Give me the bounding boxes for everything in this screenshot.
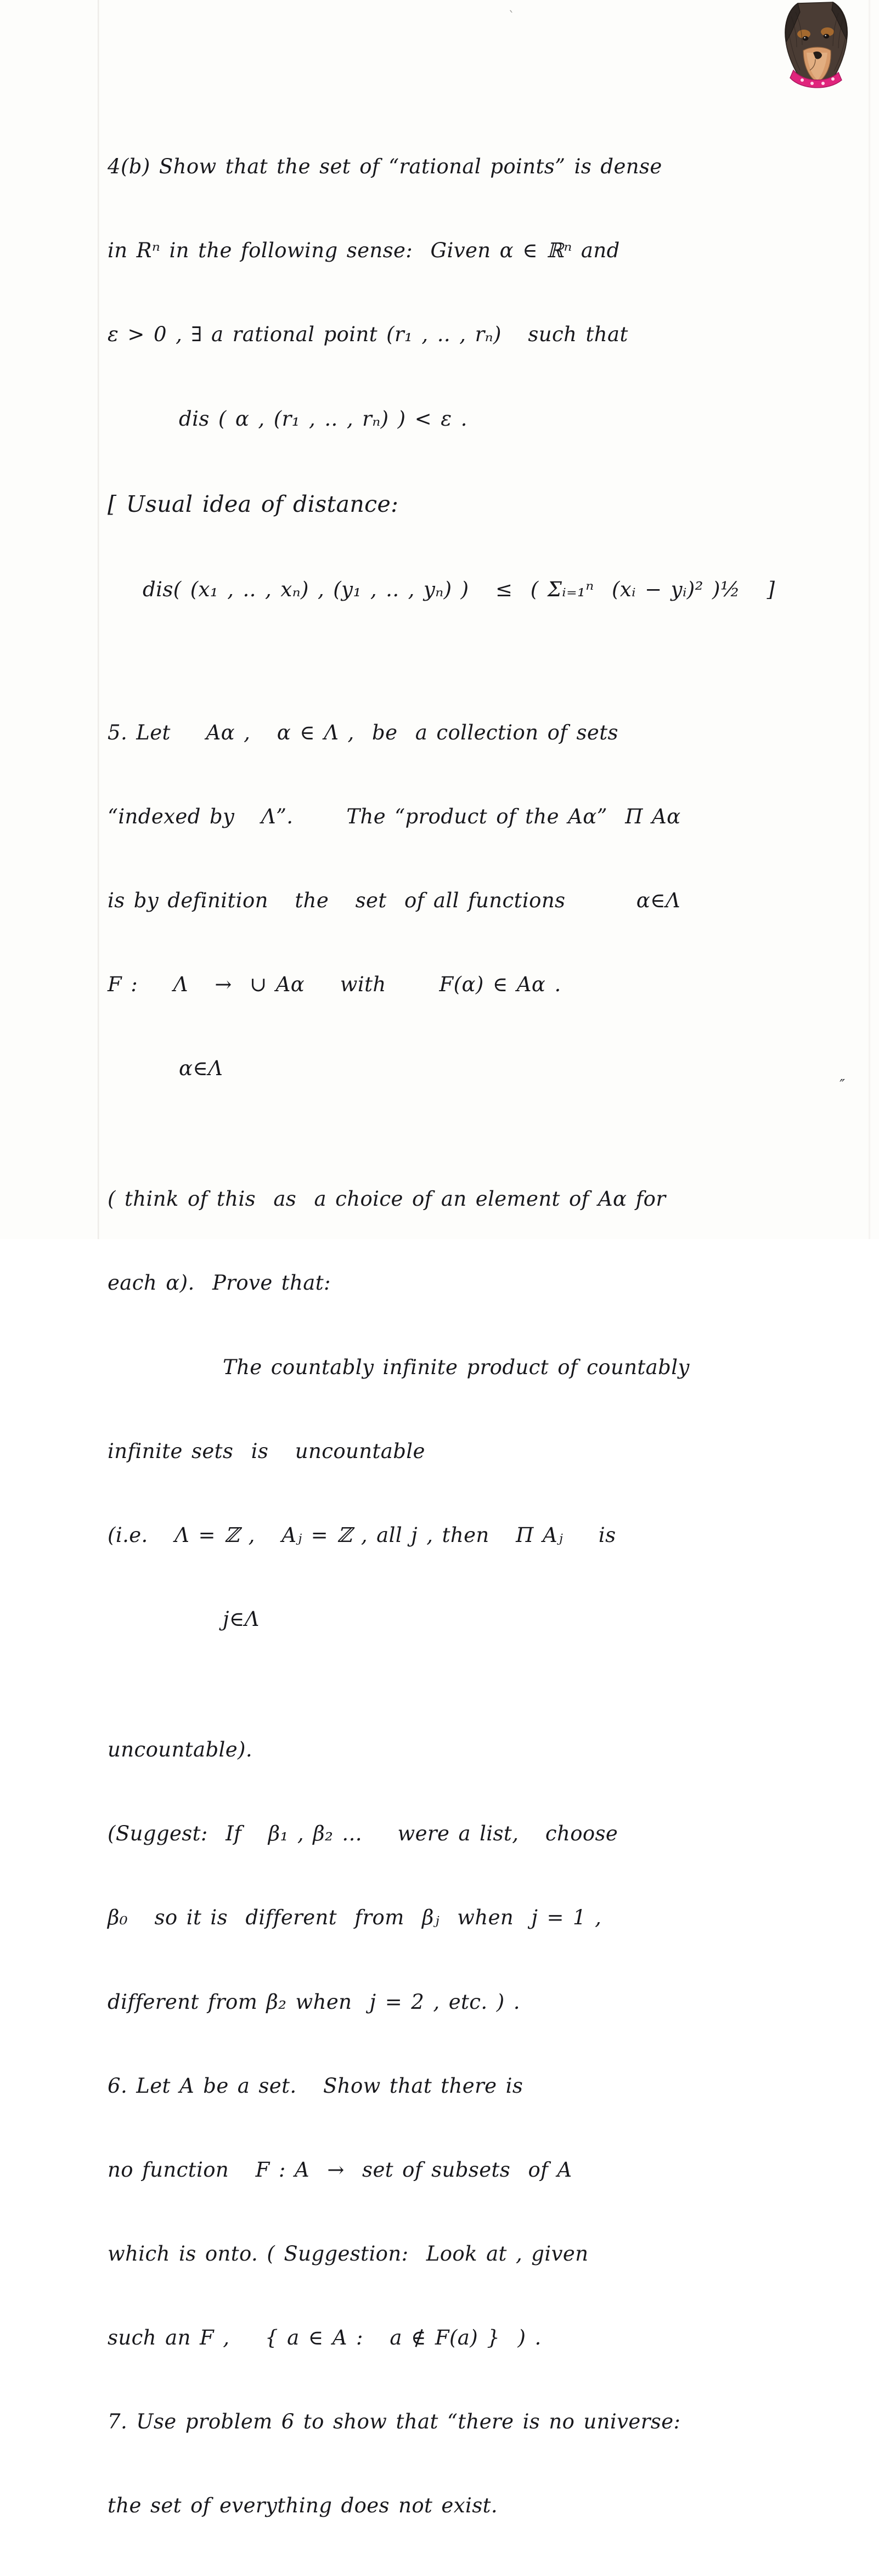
text-line: ε > 0 , ∃ a rational point (r₁ , .. , rₙ) such that	[108, 323, 628, 347]
handwritten-text-block	[108, 97, 815, 2576]
text-line: α∈Λ	[179, 1057, 223, 1081]
text-line: each α). Prove that:	[108, 1271, 331, 1295]
text-line: 4(b) Show that the set of “rational points” is dense	[108, 155, 662, 179]
text-line: uncountable).	[108, 1738, 253, 1762]
pencil-tick-mark: ˋ	[509, 10, 515, 24]
text-line: no function F : A → set of subsets of A	[108, 2157, 572, 2182]
dog-drawing	[769, 0, 867, 88]
text-line: ( think of this as a choice of an element of Aα for	[108, 1187, 666, 1211]
text-line: such an F , { a ∈ A : a ∉ F(a) } ) .	[108, 2326, 542, 2350]
text-line: “indexed by Λ”. The “product of the Aα” Π Aα	[108, 804, 681, 828]
text-line: (Suggest: If β₁ , β₂ ... were a list, choose	[108, 1822, 618, 1846]
text-line: [ Usual idea of distance:	[108, 490, 399, 517]
text-line: the set of everything does not exist.	[108, 2494, 498, 2518]
paper-left-edge	[98, 0, 99, 1239]
text-line: dis ( α , (r₁ , .. , rₙ) ) < ε .	[179, 406, 467, 431]
text-line: dis( (x₁ , .. , xₙ) , (y₁ , .. , yₙ) ) ≤ ( Σᵢ₌₁ⁿ (xᵢ − yᵢ)² )½ ]	[143, 578, 775, 602]
text-line: infinite sets is uncountable	[108, 1439, 425, 1463]
text-line: F : Λ → ∪ Aα with F(α) ∈ Aα .	[108, 972, 561, 996]
text-line: different from β₂ when j = 2 , etc. ) .	[108, 1990, 520, 2014]
text-line: j∈Λ	[223, 1607, 260, 1631]
text-line: (i.e. Λ = ℤ , Aⱼ = ℤ , all j , then Π Aⱼ is	[108, 1523, 616, 1547]
text-line: 5. Let Aα , α ∈ Λ , be a collection of sets	[108, 720, 618, 744]
text-line: in Rⁿ in the following sense: Given α ∈ ℝⁿ and	[108, 239, 620, 263]
text-line: is by definition the set of all functions α∈Λ	[108, 888, 681, 912]
text-line: β₀ so it is different from βⱼ when j = 1 ,	[108, 1906, 602, 1930]
text-line: 7. Use problem 6 to show that “there is no universe:	[108, 2410, 681, 2434]
text-line: 6. Let A be a set. Show that there is	[108, 2074, 523, 2098]
text-line: which is onto. ( Suggestion: Look at , given	[108, 2242, 589, 2266]
paper-right-edge	[868, 0, 870, 1239]
stray-ink-mark: ″	[839, 1077, 845, 1093]
text-line: The countably infinite product of countably	[223, 1355, 690, 1379]
